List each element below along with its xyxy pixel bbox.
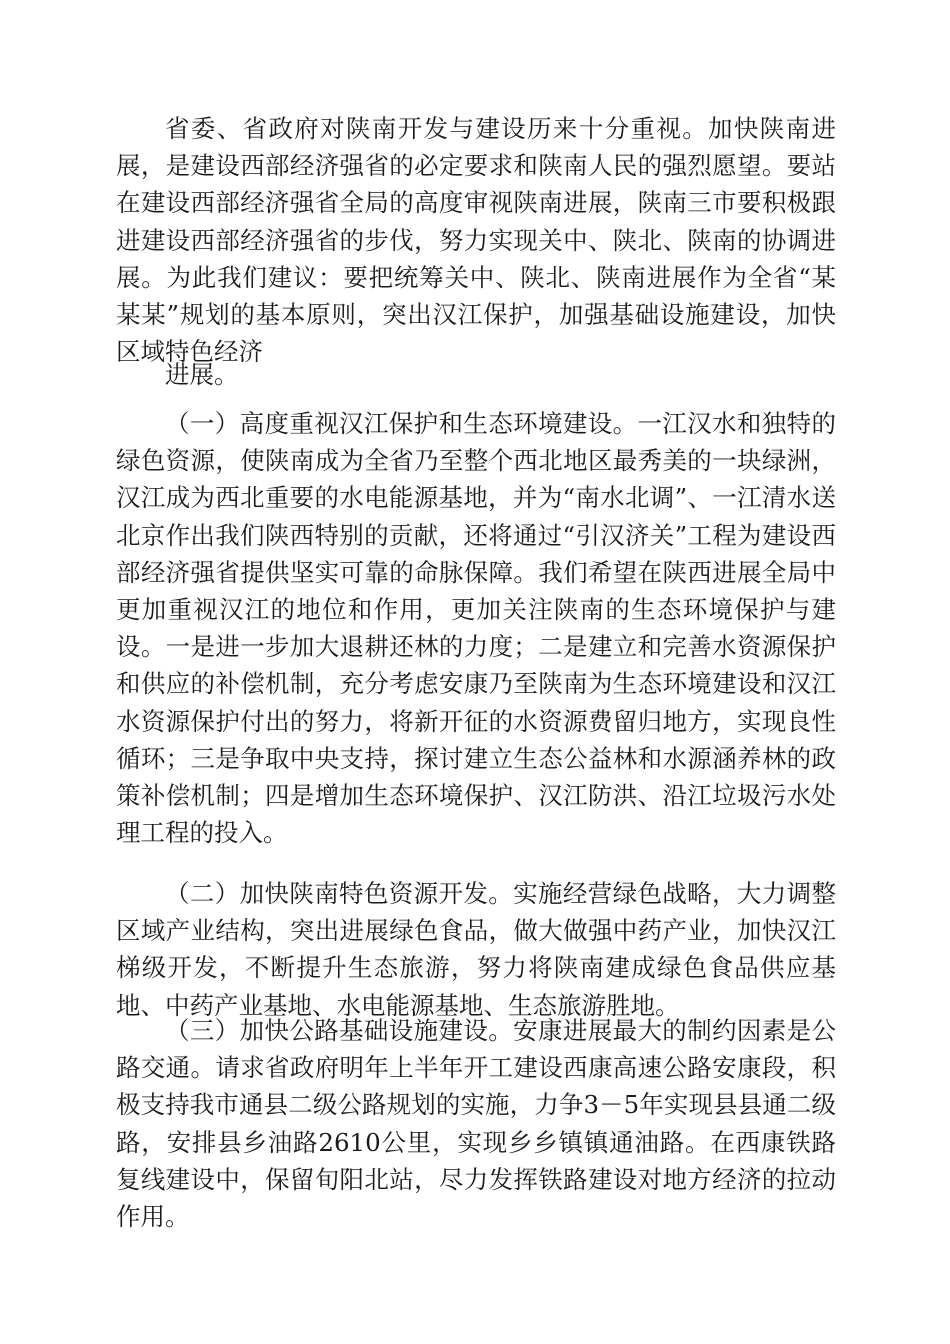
paragraph-intro: 省委、省政府对陕南开发与建设历来十分重视。加快陕南进展，是建设西部经济强省的必定要求和陕南人民的强烈愿望。要站在建设西部经济强省全局的高度审视陕南进展，陕南三市要积极跟进建设西部经济强省的步伐，努力实现关中、陕北、陕南的协调进展。为此我们建议：要把统筹关中、陕北、陕南进展作为全省“某某某”规划的基本原则，突出汉江保护，加强基础设施建设，加快区域特色经济 bbox=[116, 114, 836, 367]
paragraph-section-1: （一）高度重视汉江保护和生态环境建设。一江汉水和独特的绿色资源，使陕南成为全省乃至整个西北地区最秀美的一块绿洲，汉江成为西北重要的水电能源基地，并为“南水北调”、一江清水送北京作出我们陕西特别的贡献，还将通过“引汉济关”工程为建设西部经济强省提供坚实可靠的命脉保障。我们希望在陕西进展全局中更加重视汉江的地位和作用，更加关注陕南的生态环境保护与建设。一是进一步加大退耕还林的力度；二是建立和完善水资源保护和供应的补偿机制，充分考虑安康乃至陕南为生态环境建设和汉江水资源保护付出的努力，将新开征的水资源费留归地方，实现良性循环；三是争取中央支持，探讨建立生态公益林和水源涵养林的政策补偿机制；四是增加生态环境保护、汉江防洪、沿江垃圾污水处理工程的投入。 bbox=[116, 409, 836, 848]
paragraph-section-2: （二）加快陕南特色资源开发。实施经营绿色战略，大力调整区域产业结构，突出进展绿色食品，做大做强中药产业，加快汉江梯级开发，不断提升生态旅游，努力将陕南建成绿色食品供应基地、中药产业基地、水电能源基地、生态旅游胜地。 bbox=[116, 879, 836, 1020]
paragraph-section-3: （三）加快公路基础设施建设。安康进展最大的制约因素是公路交通。请求省政府明年上半年开工建设西康高速公路安康段，积极支持我市通县二级公路规划的实施，力争3－5年实现县县通二级路，安排县乡油路2610公里，实现乡乡镇镇通油路。在西康铁路复线建设中，保留旬阳北站，尽力发挥铁路建设对地方经济的拉动作用。 bbox=[116, 1016, 836, 1232]
paragraph-intro-continuation: 进展。 bbox=[165, 360, 239, 389]
